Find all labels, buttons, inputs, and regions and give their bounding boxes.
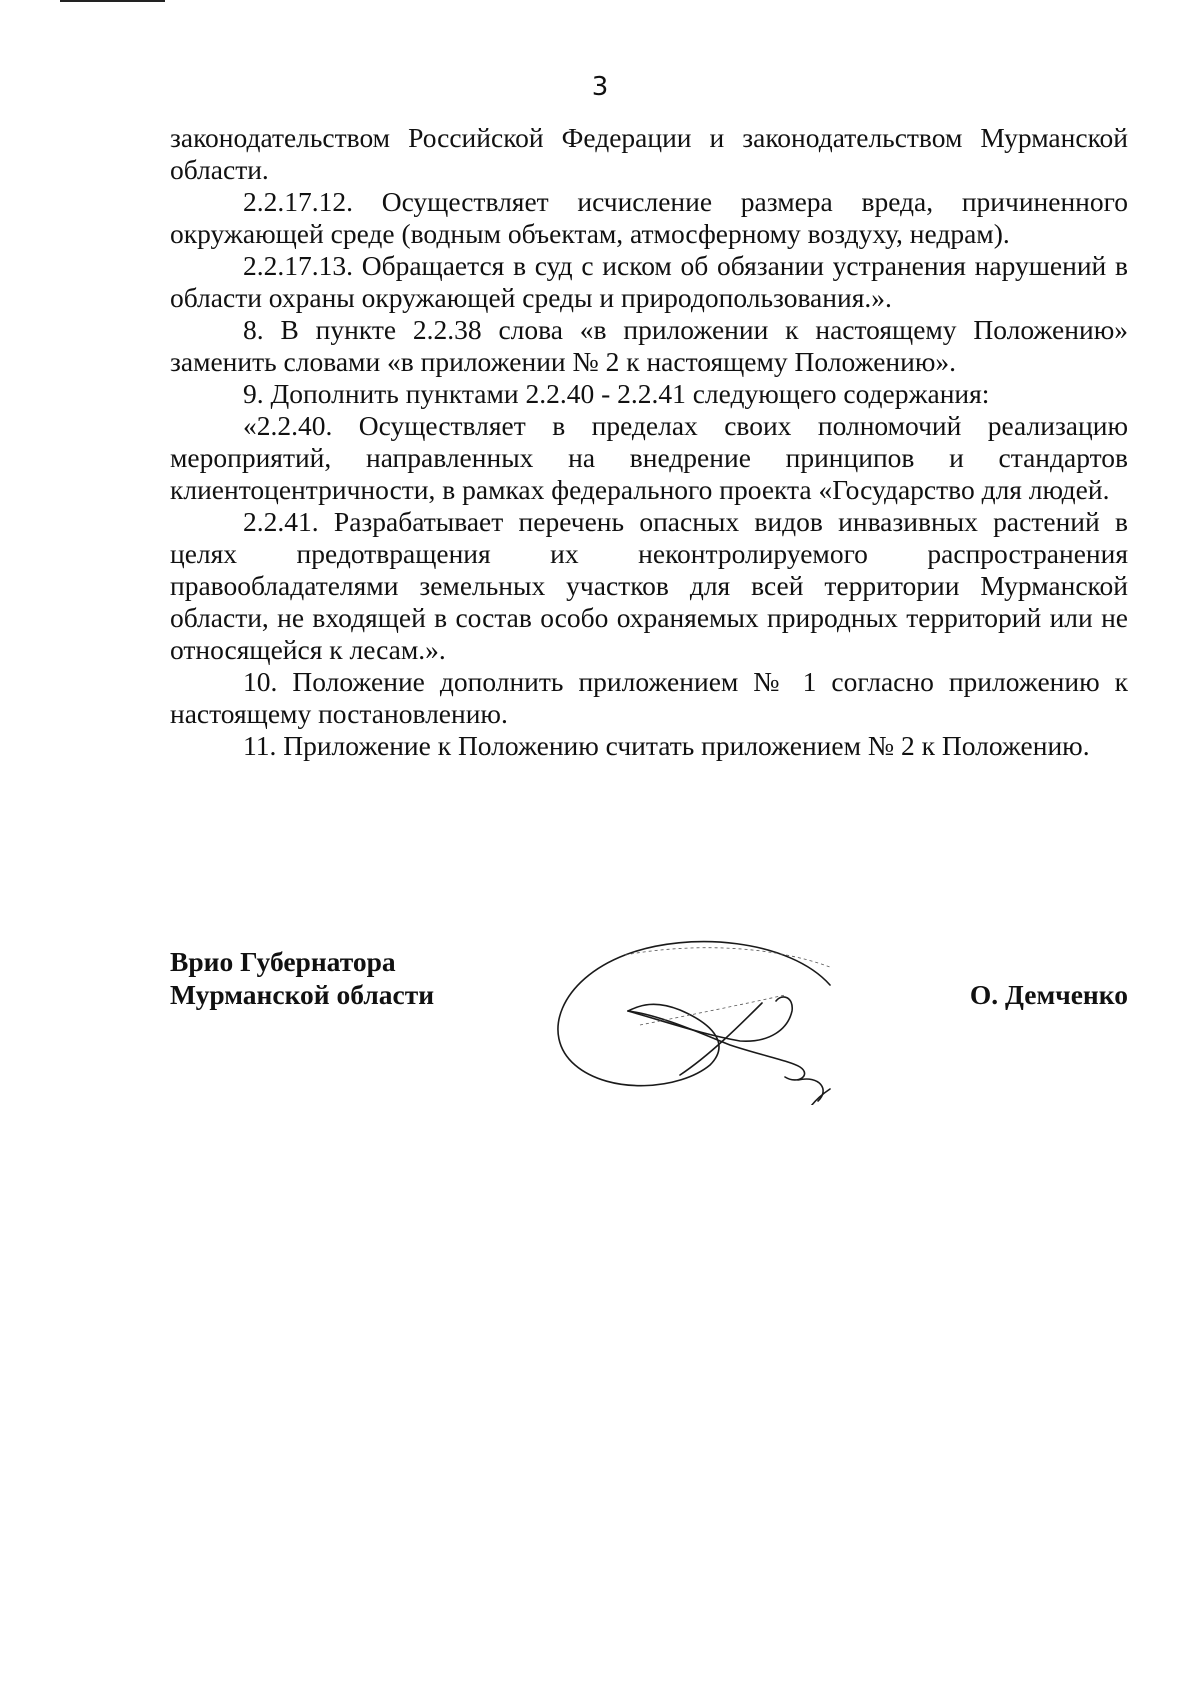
paragraph-2-2-41: 2.2.41. Разрабатывает перечень опасных видов инвазивных растений в целях предотвращения их неконтролируемого распространения правообладателями земельных участков для всей территории Мурманской области, не входящей в состав особо охраняемых природных территорий или не относящейся к лесам.». — [170, 506, 1128, 665]
signatory-title — [170, 945, 434, 1011]
signatory-name: О. Демченко — [969, 979, 1128, 1010]
paragraph-item-8: 8. В пункте 2.2.38 слова «в приложении к настоящему Положению» заменить словами «в приложении № 2 к настоящему Положению». — [170, 314, 1128, 377]
document-body — [170, 122, 1128, 762]
page-number: 3 — [591, 72, 609, 102]
scan-edge-mark — [60, 0, 165, 2]
handwritten-signature — [530, 915, 890, 1105]
paragraph-continuation: законодательством Российской Федерации и законодательством Мурманской области. — [170, 122, 1128, 185]
signatory-title-line-2: Мурманской области — [170, 979, 435, 1010]
paragraph-item-10: 10. Положение дополнить приложением № 1 согласно приложению к настоящему постановлению. — [170, 666, 1128, 729]
paragraph-2-2-17-12: 2.2.17.12. Осуществляет исчисление размера вреда, причиненного окружающей среде (водным объектам, атмосферному воздуху, недрам). — [170, 186, 1128, 249]
paragraph-2-2-40: «2.2.40. Осуществляет в пределах своих полномочий реализацию мероприятий, направленных на внедрение принципов и стандартов клиентоцентричности, в рамках федерального проекта «Государство для людей. — [170, 410, 1128, 505]
paragraph-item-9: 9. Дополнить пунктами 2.2.40 - 2.2.41 следующего содержания: — [243, 378, 990, 409]
paragraph-2-2-17-13: 2.2.17.13. Обращается в суд с иском об обязании устранения нарушений в области охраны окружающей среды и природопользования.». — [170, 250, 1128, 313]
signature-block — [170, 945, 1128, 1095]
signatory-title-line-1: Врио Губернатора — [170, 946, 396, 977]
paragraph-item-11: 11. Приложение к Положению считать приложением № 2 к Положению. — [243, 730, 1090, 761]
